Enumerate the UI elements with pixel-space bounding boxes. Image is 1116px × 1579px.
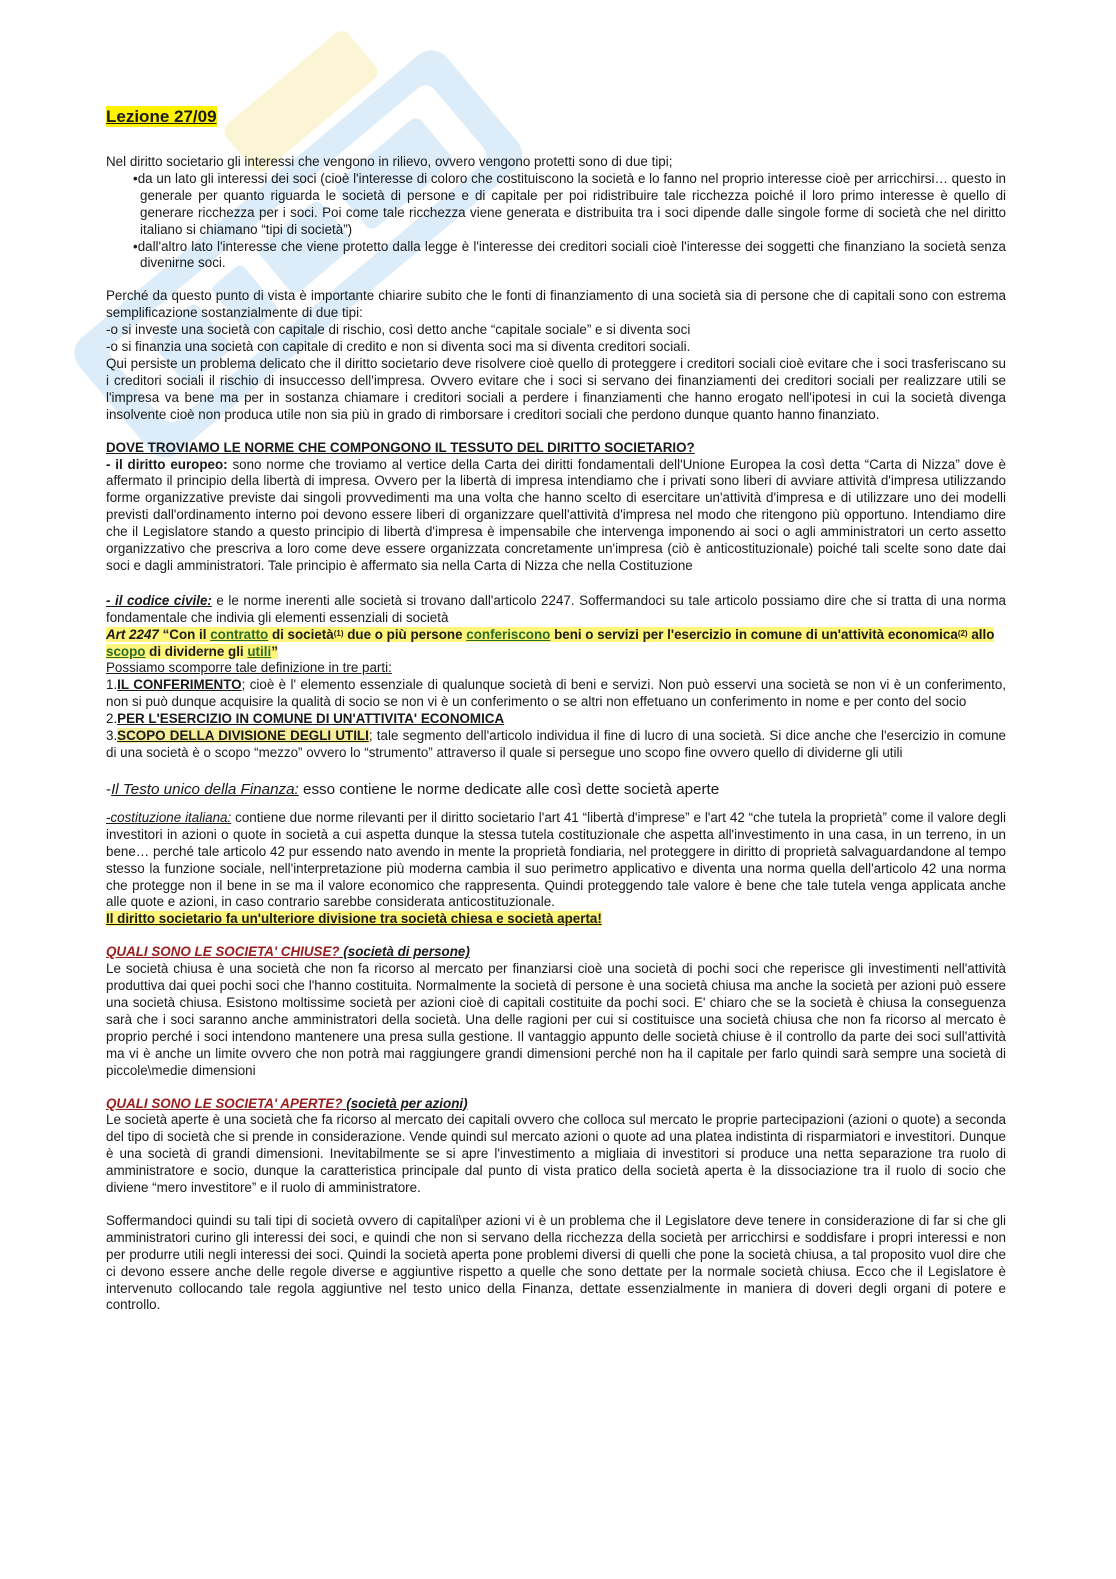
norms-heading: DOVE TROVIAMO LE NORME CHE COMPONGONO IL TESSUTO DEL DIRITTO SOCIETARIO? (106, 439, 695, 455)
open-companies-legislator-paragraph: Soffermandoci quindi su tali tipi di società ovvero di capitali\per azioni vi è un problema che il Legislatore deve tenere in considerazione di far si che gli amministratori curino gli interessi dei soci, e quindi che non si servano della ricchezza della società per arricchirsi e soddisfare i propri interessi e non per produrre utili negli interessi dei soci. Quindi la società aperta pone problemi diversi di quelli che pone la società chiusa, a tal proposito vuol dire che ci devono essere anche delle regole diverse e aggiuntive rispetto a quelle che sono dettate per la normale società chiusa. Ecco che il Legislatore è intervenuto collocando tale regola aggiuntive nel testo unico della Finanza, dettate essenzialmente in maniera di doveri degli organi di potere e controllo. (106, 1212, 1006, 1313)
art-2247-label: Art 2247 (106, 626, 159, 642)
civil-code-text: e le norme inerenti alle società si trovano dall'articolo 2247. Soffermandoci su tale articolo possiamo dire che si tratta di una norma fondamentale che indivia gli elementi essenziali di società (106, 592, 1007, 625)
tuf-paragraph: -Il Testo unico della Finanza: esso contiene le norme dedicate alle così dette società aperte (106, 780, 720, 798)
intro-paragraph: Nel diritto societario gli interessi che vengono in rilievo, ovvero vengono protetti sono di due tipi; (106, 154, 673, 169)
civil-code-paragraph (106, 593, 1006, 627)
tuf-label: Il Testo unico della Finanza: (111, 780, 299, 798)
footnote-ref-2: (2) (957, 628, 968, 638)
intro-bullet-soci: •da un lato gli interessi dei soci (cioè l'interesse di coloro che costituiscono la società e lo fanno nel proprio interesse cioè per arricchirsi… questo in generale per quanto riguarda le società di persone e di capitale per poi ridistribuire tale ricchezza poiché il loro primo interesse è quello di generare ricchezza per i soci. Poi come tale ricchezza viene generata e distribuita tra i soci dipende dalle singole forme di società che nel diritto italiano si chiamano “tipi di società”) (133, 170, 1006, 237)
financing-paragraph: Perché da questo punto di vista è importante chiarire subito che le fonti di finanziamento di una società sia di persone che di capitali sono con estrema semplificazione sostanzialmente di due tipi: (106, 288, 1006, 321)
part-1-conferimento: 1.IL CONFERIMENTO; cioè è l' elemento essenziale di qualunque società di beni e servizi. Non può esservi una società se non vi è un conferimento, non si può dunque acquisire la qualità di socio se non vi è un conferimento o se altri non effetuano un conferimento in nome e per conto del socio (106, 677, 1006, 710)
constitution-paragraph: -costituzione italiana: contiene due norme rilevanti per il diritto societario l'art 41 “libertà d'imprese” e l'art 42 “che tutela la proprietà” come il valore degli investitori in azioni o quote in società a cui aspetta dunque la stessa tutela costituzionale che aspetta all'investimento in una casa, in un terreno, in un bene… perché tale articolo 42 pur essendo nato avendo in mente la proprietà fondiaria, nel proteggere in diritto di proprietà salvaguardandone al tempo stesso la funzione sociale, nell'interpretazione più moderna cambia il suo perimetro applicativo e diventa una norma quella dell'articolo 42 una norma che protegge non il bene in se ma il valore economico che rappresenta. Quindi proteggendo tale valore è bene che tale tutela venga applicata anche alle quote e azioni, in caso contrario sarebbe considerata anticostituzionale. (106, 809, 1006, 910)
closed-companies-heading: QUALI SONO LE SOCIETA' CHIUSE? (società di persone) (106, 944, 470, 960)
open-companies-heading: QUALI SONO LE SOCIETA' APERTE? (società per azioni) (106, 1095, 468, 1111)
civil-code-label: - il codice civile: (106, 592, 212, 608)
part-1-label: IL CONFERIMENTO (117, 677, 242, 693)
definition-split-line: Possiamo scomporre tale definizione in tre parti: (106, 660, 392, 676)
intro-bullet-creditori: •dall'altro lato l'interesse che viene protetto dalla legge è l'interesse dei creditori sociali cioè l'interesse dei soggetti che finanziano la società senza divenirne soci. (133, 238, 1006, 271)
financing-list-item: -o si investe una società con capitale di rischio, così detto anche “capitale sociale” e si diventa soci (106, 322, 691, 338)
keyword-scopo: scopo (106, 643, 146, 659)
footnote-ref-1: (1) (333, 628, 344, 638)
eu-law-text: sono norme che troviamo al vertice della Carta dei diritti fondamentali dell'Unione Europea la così detta “Carta di Nizza” dove è affermato il principio della libertà di impresa. Ovvero per la libertà di impresa intendiamo che i privati sono liberi di avviare attività d'impresa utilizzando forme organizzative previste dai singoli provvedimenti ma una volta che hanno scelto di esercitare un'attività d'impresa e di utilizzare uno dei modelli previsti dall'ordinamento interno poi devono essere liberi di organizzare quell'attività d'impresa nel modo che ritengono più opportuno. Intendiamo dire che il Legislatore stando a questo principio di libertà d'impresa è impensabile che intervenga imponendo ai soci o agli amministratori un certo assetto organizzativo che prescriva a loro come deve essere organizzata concretamente un'impresa (ciò è anticostituzionale) poiché tali scelte sono date dai soci e dagli amministratori. Tale principio è affermato sia nella Carta di Nizza che nella Costituzione (106, 456, 1006, 573)
part-3-label: SCOPO DELLA DIVISIONE DEGLI UTILI (117, 728, 369, 744)
eu-law-label: - il diritto europeo: (106, 456, 228, 472)
document-body (106, 106, 1006, 1314)
part-3-scopo: 3.SCOPO DELLA DIVISIONE DEGLI UTILI; tale segmento dell'articolo individua il fine di lucro di una società. Si dice anche che l'esercizio in comune di una società è o scopo “mezzo” ovvero lo “strumento” attraverso il quale si persegue uno scopo fine ovvero quello di dividerne gli utili (106, 728, 1006, 760)
closed-companies-paragraph: Le società chiusa è una società che non fa ricorso al mercato per finanziarsi cioè una società di pochi soci che reperisce gli investimenti nell'attività produttiva dai quei pochi soci che l'hanno costituita. Normalmente la società di persone è una società chiusa ma anche la società per azioni può essere una società chiusa. Esistono moltissime società per azioni cioè di capitali costituite da pochi soci. E' chiaro che se la società è chiusa la conseguenza sarà che i soci saranno anche amministratori della società. Una delle ragioni per cui si costituisce una società chiusa che non fa ricorso al mercato è proprio perché i soci intendono mantenere una presa sulla gestione. Il vantaggio appunto delle società chiuse è il controllo da parte dei soci sull'attività ma vi è anche un limite ovvero che non potrà mai raggiungere grandi dimensioni perché non ha il capitale per farlo quindi sarà sempre una società di piccole\medie dimensioni (106, 961, 1006, 1078)
division-highlight-line: Il diritto societario fa un'ulteriore divisione tra società chiesa e società aperta! (106, 911, 602, 927)
financing-list-item: -o si finanzia una società con capitale di credito e non si diventa soci ma si diventa creditori sociali. (106, 339, 691, 355)
page-title: Lezione 27/09 (106, 107, 217, 126)
keyword-utili: utili (247, 643, 272, 659)
open-companies-paragraph: Le società aperte è una società che fa ricorso al mercato dei capitali ovvero che colloca sul mercato le proprie partecipazioni (azioni o quote) a seconda del tipo di società che si prende in considerazione. Vende quindi sul mercato azioni o quote ad una platea indistinta di risparmiatori e investitori. Dunque è una società di grandi dimensioni. Inevitabilmente se si apre l'investimento a migliaia di investitori si produce una netta separazione tra ruolo di amministratore e socio, dunque la caratteristica principale dal punto di vista pratico della società aperta è la dissociazione tra il ruolo di socio che diviene “mero investitore” e il ruolo di amministratore. (106, 1112, 1006, 1196)
part-2-label: PER L'ESERCIZIO IN COMUNE DI UN'ATTIVITA' ECONOMICA (117, 711, 505, 727)
keyword-contratto: contratto (210, 626, 269, 642)
financing-problem-paragraph: Qui persiste un problema delicato che il diritto societario deve risolvere cioè quello di proteggere i creditori sociali cioè evitare che i soci trasferiscano su i creditori sociali il rischio di insuccesso dell'impresa. Ovvero evitare che i soci si servano dei finanziamenti dei creditori sociali per realizzare utili se l'impresa va bene ma per in sostanza chiamare i creditori sociali a perdere i finanziamenti che hanno erogato nell'ipotesi in cui la società divenga insolvente cioè non produca utile non sia più in grado di rimborsare i creditori sociali che perdono dunque quanto hanno finanziato. (106, 355, 1006, 422)
art-2247-quote: Art 2247 “Con il contratto di società$^{(1)}$ due o più persone conferiscono beni o servizi per l'esercizio in comune di un'attività economica$^{(2)}$ allo scopo di dividerne gli utili” (106, 626, 995, 659)
eu-law-paragraph (106, 457, 1006, 575)
constitution-label: -costituzione italiana: (106, 809, 232, 825)
keyword-conferiscono: conferiscono (466, 626, 551, 642)
part-2-esercizio: 2.PER L'ESERCIZIO IN COMUNE DI UN'ATTIVITA' ECONOMICA (106, 711, 505, 727)
